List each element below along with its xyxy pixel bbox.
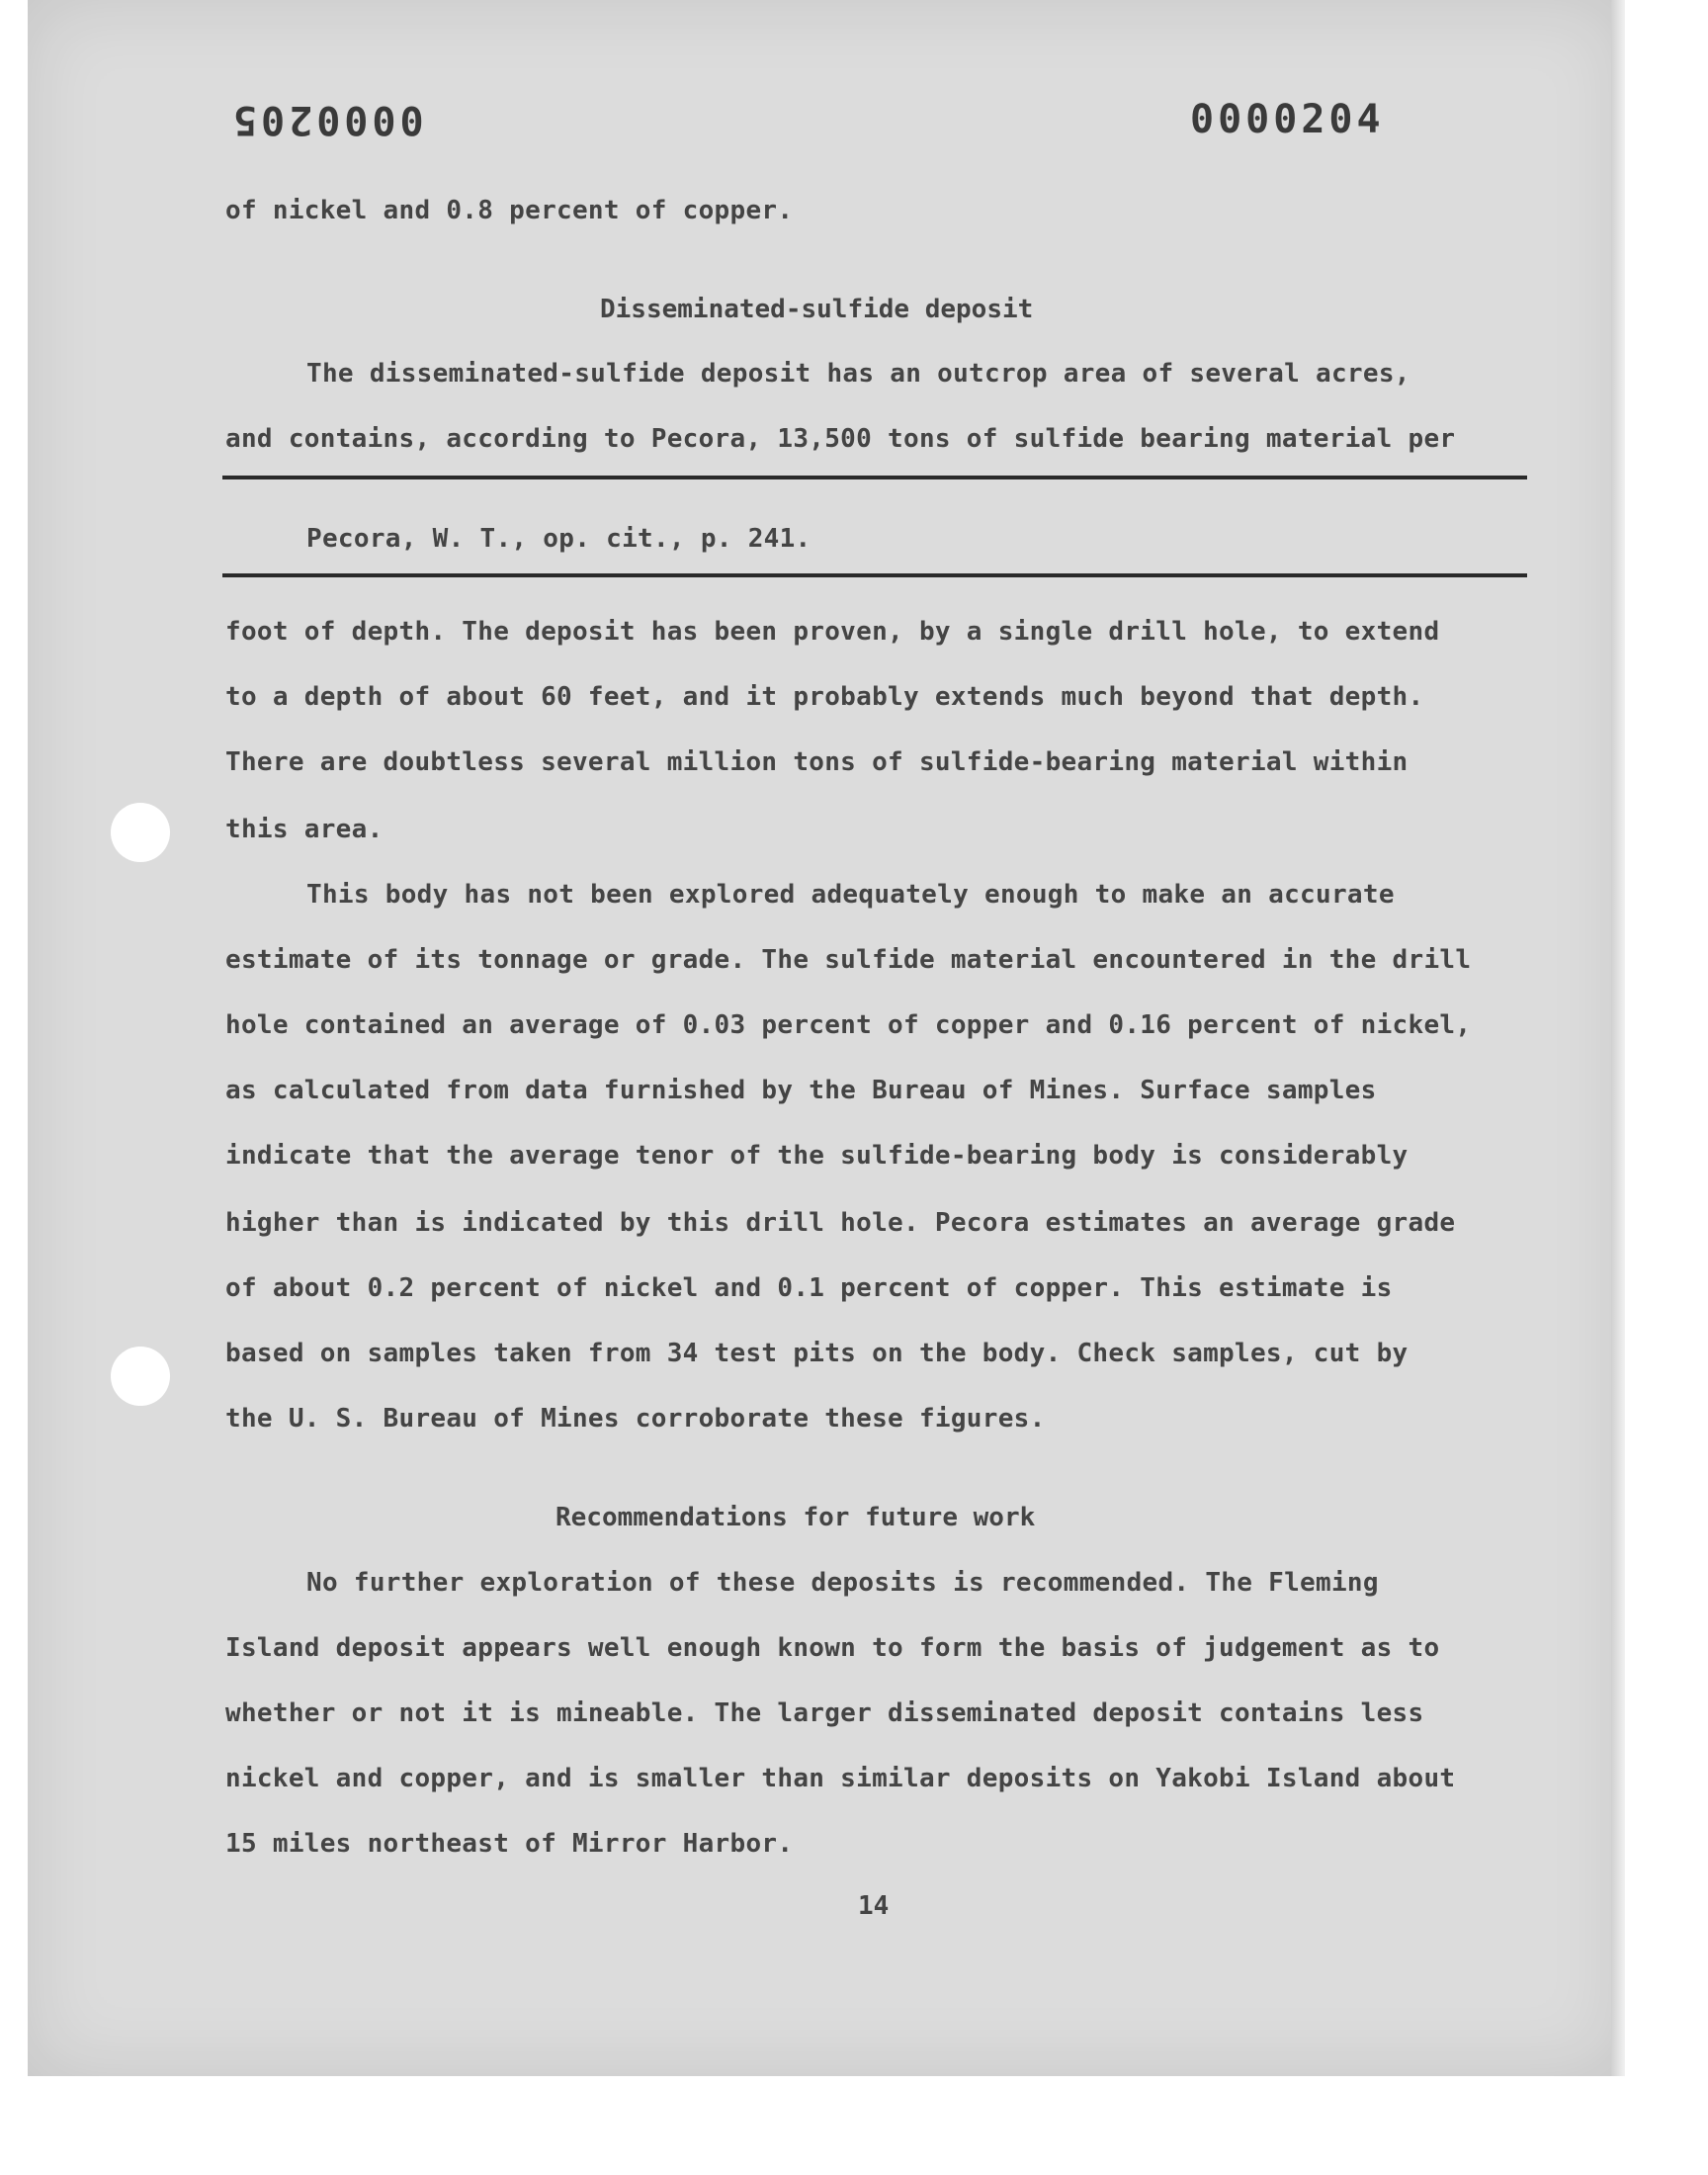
text-line: Island deposit appears well enough known to form the basis of judgement as to — [225, 1633, 1440, 1663]
text-line: This body has not been explored adequately enough to make an accurate — [306, 880, 1395, 910]
page-edge-shadow — [1611, 0, 1625, 2076]
text-line: hole contained an average of 0.03 percent of copper and 0.16 percent of nickel, — [225, 1010, 1472, 1040]
text-line: to a depth of about 60 feet, and it probably extends much beyond that depth. — [225, 682, 1424, 712]
text-line: foot of depth. The deposit has been proven, by a single drill hole, to extend — [225, 617, 1440, 647]
text-line: indicate that the average tenor of the sulfide-bearing body is considerably — [225, 1141, 1409, 1171]
section-heading-recommendations: Recommendations for future work — [555, 1503, 1036, 1532]
text-line: based on samples taken from 34 test pits on the body. Check samples, cut by — [225, 1339, 1409, 1368]
punch-hole-lower — [111, 1347, 170, 1406]
text-line: of about 0.2 percent of nickel and 0.1 percent of copper. This estimate is — [225, 1273, 1393, 1303]
text-line: The disseminated-sulfide deposit has an outcrop area of several acres, — [306, 359, 1410, 389]
text-line: There are doubtless several million tons of sulfide-bearing material within — [225, 747, 1409, 777]
text-line: higher than is indicated by this drill hole. Pecora estimates an average grade — [225, 1208, 1456, 1238]
footnote: Pecora, W. T., op. cit., p. 241. — [306, 524, 811, 554]
text-line: whether or not it is mineable. The larger disseminated deposit contains less — [225, 1698, 1424, 1728]
footnote-rule-bottom — [222, 573, 1527, 577]
text-line: 15 miles northeast of Mirror Harbor. — [225, 1829, 794, 1859]
document-id-stamp: 0000204 — [1190, 97, 1385, 142]
text-line: of nickel and 0.8 percent of copper. — [225, 196, 794, 225]
footnote-rule-top — [222, 476, 1527, 479]
text-line: the U. S. Bureau of Mines corroborate these figures. — [225, 1404, 1046, 1434]
page-number: 14 — [858, 1891, 890, 1921]
text-line: this area. — [225, 815, 384, 844]
document-id-stamp-inverted: 0000205 — [229, 97, 424, 142]
text-line: and contains, according to Pecora, 13,500 tons of sulfide bearing material per — [225, 424, 1456, 454]
text-line: as calculated from data furnished by the Bureau of Mines. Surface samples — [225, 1076, 1377, 1105]
punch-hole-upper — [111, 803, 170, 862]
text-line: estimate of its tonnage or grade. The sulfide material encountered in the drill — [225, 945, 1472, 975]
text-line: nickel and copper, and is smaller than similar deposits on Yakobi Island about — [225, 1764, 1456, 1793]
text-line: No further exploration of these deposits is recommended. The Fleming — [306, 1568, 1379, 1598]
section-heading-disseminated-sulfide-deposit: Disseminated-sulfide deposit — [600, 295, 1034, 324]
